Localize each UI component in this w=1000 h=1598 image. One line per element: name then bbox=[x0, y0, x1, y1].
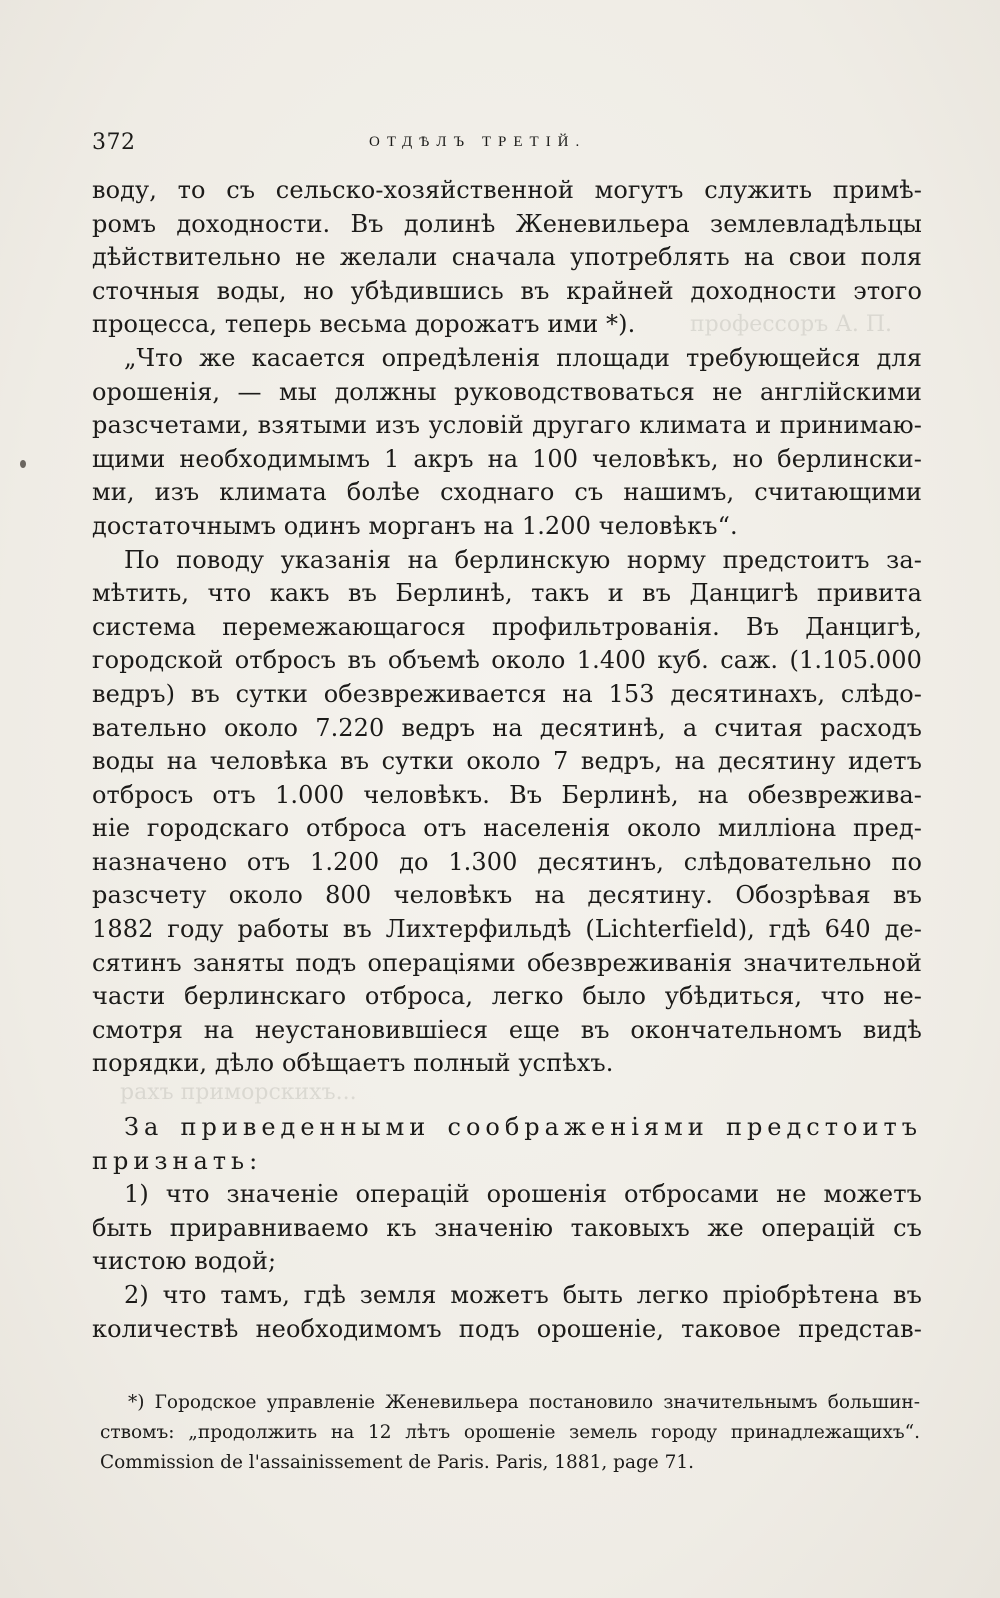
text-line: смотря на неустановившіеся еще въ окончательномъ видѣ bbox=[92, 1015, 922, 1044]
text-line: вательно около 7.220 ведръ на десятинѣ, а считая расходъ bbox=[92, 713, 922, 742]
running-head: ОТДѢЛЪ ТРЕТІЙ. bbox=[369, 134, 587, 150]
text-line: чистою водой; bbox=[92, 1247, 277, 1276]
text-line: разсчетами, взятыми изъ условій другаго климата и принимаю- bbox=[92, 411, 922, 440]
body-text bbox=[92, 174, 922, 1346]
text-line: достаточнымъ одинъ морганъ на 1.200 человѣкъ“. bbox=[92, 511, 738, 540]
text-line: 1) что значеніе операцій орошенія отбросами не можетъ bbox=[124, 1180, 922, 1209]
text-line: ромъ доходности. Въ долинѣ Женевильера землевладѣльцы bbox=[92, 209, 922, 238]
text-line: ведръ) въ сутки обезвреживается на 153 десятинахъ, слѣдо- bbox=[92, 679, 922, 708]
text-line: процесса, теперь весьма дорожатъ ими *). bbox=[92, 310, 636, 339]
bleed-through-text: профессоръ А. П. bbox=[690, 312, 893, 337]
text-line: быть приравниваемо къ значенію таковыхъ же операцій съ bbox=[92, 1213, 922, 1242]
text-line: дѣйствительно не желали сначала употреблять на свои поля bbox=[92, 243, 922, 272]
text-line: мѣтить, что какъ въ Берлинѣ, такъ и въ Данцигѣ привита bbox=[92, 579, 922, 608]
text-line: система перемежающагося профильтрованія. Въ Данцигѣ, bbox=[92, 612, 922, 641]
text-line: сятинъ заняты подъ операціями обезвреживанія значительной bbox=[92, 948, 922, 977]
text-line: По поводу указанія на берлинскую норму предстоитъ за- bbox=[124, 545, 922, 574]
text-line: части берлинскаго отброса, легко было убѣдиться, что не- bbox=[92, 982, 922, 1011]
text-line: 1882 году работы въ Лихтерфильдѣ (Lichterfield), гдѣ 640 де- bbox=[92, 915, 922, 944]
footnote-line: ствомъ: „продолжить на 12 лѣтъ орошеніе земель городу принадлежащихъ“. bbox=[100, 1422, 920, 1443]
text-line: количествѣ необходимомъ подъ орошеніе, таковое представ- bbox=[92, 1314, 922, 1343]
text-line: щими необходимымъ 1 акръ на 100 человѣкъ, но берлински- bbox=[92, 444, 922, 473]
text-line: отбросъ отъ 1.000 человѣкъ. Въ Берлинѣ, на обезврежива- bbox=[92, 780, 922, 809]
text-line: воды на человѣка въ сутки около 7 ведръ, на десятину идетъ bbox=[92, 747, 922, 776]
conclusion-heading-line: За приведенными соображеніями предстоитъ bbox=[124, 1113, 922, 1142]
conclusion-heading-line: признать: bbox=[92, 1146, 263, 1175]
text-line: ніе городскаго отброса отъ населенія около милліона пред- bbox=[92, 814, 922, 843]
text-line: сточныя воды, но убѣдившись въ крайней доходности этого bbox=[92, 276, 922, 305]
text-line: орошенія, — мы должны руководствоваться не англійскими bbox=[92, 377, 922, 406]
footnote-line: Commission de l'assainissement de Paris. Paris, 1881, page 71. bbox=[100, 1452, 695, 1473]
margin-ink-spot bbox=[20, 460, 26, 468]
page-number: 372 bbox=[92, 130, 136, 155]
page-header bbox=[92, 130, 922, 166]
text-line: порядки, дѣло обѣщаетъ полный успѣхъ. bbox=[92, 1049, 614, 1078]
text-line: воду, то съ сельско-хозяйственной могутъ служить примѣ- bbox=[92, 176, 922, 204]
bleed-through-text: рахъ приморскихъ... bbox=[120, 1080, 357, 1105]
text-line: разсчету около 800 человѣкъ на десятину. Обозрѣвая въ bbox=[92, 881, 922, 910]
text-line: 2) что тамъ, гдѣ земля можетъ быть легко пріобрѣтена въ bbox=[124, 1281, 922, 1309]
text-line: назначено отъ 1.200 до 1.300 десятинъ, слѣдовательно по bbox=[92, 847, 922, 876]
paragraph-gap bbox=[92, 1081, 922, 1111]
text-line: „Что же касается опредѣленія площади требующейся для bbox=[124, 343, 922, 372]
footnote bbox=[100, 1388, 920, 1478]
text-line: ми, изъ климата болѣе сходнаго съ нашимъ, считающими bbox=[92, 478, 922, 507]
footnote-line: *) Городское управленіе Женевильера постановило значительнымъ большин- bbox=[128, 1392, 920, 1413]
text-line: городской отбросъ въ объемѣ около 1.400 куб. саж. (1.105.000 bbox=[92, 646, 922, 675]
